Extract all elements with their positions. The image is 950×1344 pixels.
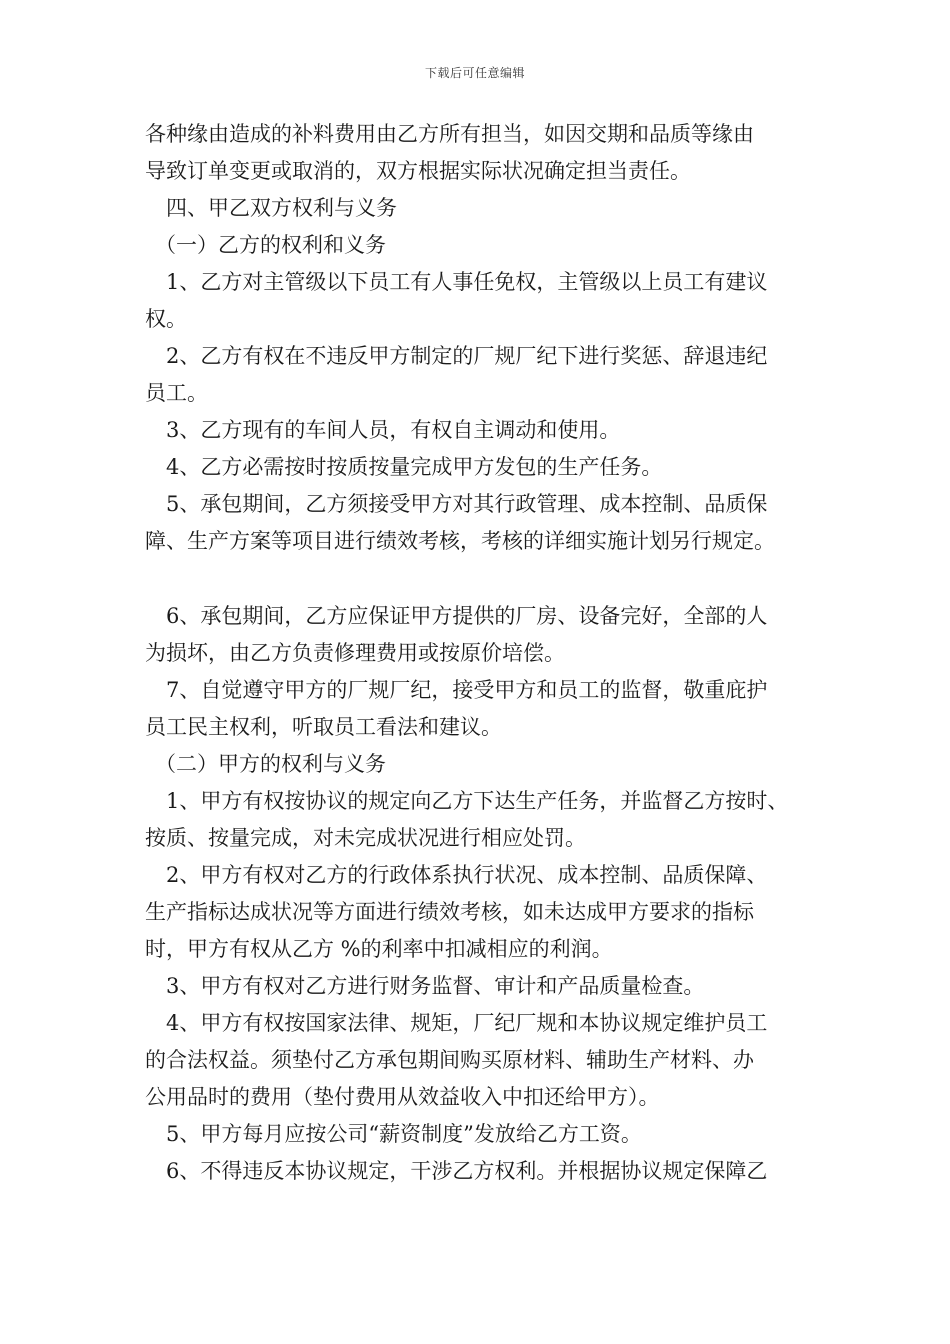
paragraph-line: 5、甲方每月应按公司“薪资制度”发放给乙方工资。: [166, 1122, 642, 1146]
paragraph-line: 4、甲方有权按国家法律、规矩，厂纪厂规和本协议规定维护员工: [166, 1011, 768, 1035]
paragraph-line: 障、生产方案等项目进行绩效考核，考核的详细实施计划另行规定。: [145, 529, 775, 553]
paragraph-line: 员工民主权利，听取员工看法和建议。: [145, 715, 502, 739]
paragraph-line: 3、甲方有权对乙方进行财务监督、审计和产品质量检查。: [166, 974, 705, 998]
paragraph-line: 5、承包期间，乙方须接受甲方对其行政管理、成本控制、品质保: [166, 492, 768, 516]
paragraph-line: 导致订单变更或取消的，双方根据实际状况确定担当责任。: [145, 159, 691, 183]
paragraph-line: 4、乙方必需按时按质按量完成甲方发包的生产任务。: [166, 455, 663, 479]
document-body: [145, 116, 820, 1190]
paragraph-line: 员工。: [145, 381, 208, 405]
paragraph-line: 的合法权益。须垫付乙方承包期间购买原材料、辅助生产材料、办: [145, 1048, 754, 1072]
paragraph-line: 各种缘由造成的补料费用由乙方所有担当，如因交期和品质等缘由: [145, 122, 754, 146]
paragraph-line: 2、乙方有权在不违反甲方制定的厂规厂纪下进行奖惩、辞退违纪: [166, 344, 768, 368]
paragraph-line: 时，甲方有权从乙方 %的利率中扣减相应的利润。: [145, 937, 613, 961]
paragraph-line: 权。: [145, 307, 187, 331]
section-heading: 四、甲乙双方权利与义务: [166, 196, 397, 220]
paragraph-line: 1、甲方有权按协议的规定向乙方下达生产任务，并监督乙方按时、: [166, 789, 789, 813]
paragraph-line: 2、甲方有权对乙方的行政体系执行状况、成本控制、品质保障、: [166, 863, 768, 887]
header-note: 下载后可任意编辑: [424, 66, 525, 80]
paragraph-line: 3、乙方现有的车间人员，有权自主调动和使用。: [166, 418, 621, 442]
paragraph-line: 6、不得违反本协议规定，干涉乙方权利。并根据协议规定保障乙: [166, 1159, 768, 1183]
paragraph-line: 6、承包期间，乙方应保证甲方提供的厂房、设备完好，全部的人: [166, 604, 768, 628]
paragraph-line: 按质、按量完成，对未完成状况进行相应处罚。: [145, 826, 586, 850]
subsection-heading: （二）甲方的权利与义务: [155, 752, 386, 776]
paragraph-line: 为损坏，由乙方负责修理费用或按原价培偿。: [145, 641, 565, 665]
subsection-heading: （一）乙方的权利和义务: [155, 233, 386, 257]
paragraph-line: 7、自觉遵守甲方的厂规厂纪，接受甲方和员工的监督，敬重庇护: [166, 678, 768, 702]
paragraph-line: 公用品时的费用（垫付费用从效益收入中扣还给甲方）。: [145, 1085, 660, 1109]
paragraph-line: 生产指标达成状况等方面进行绩效考核，如未达成甲方要求的指标: [145, 900, 754, 924]
blank-line: [145, 560, 820, 598]
paragraph-line: 1、乙方对主管级以下员工有人事任免权，主管级以上员工有建议: [166, 270, 768, 294]
